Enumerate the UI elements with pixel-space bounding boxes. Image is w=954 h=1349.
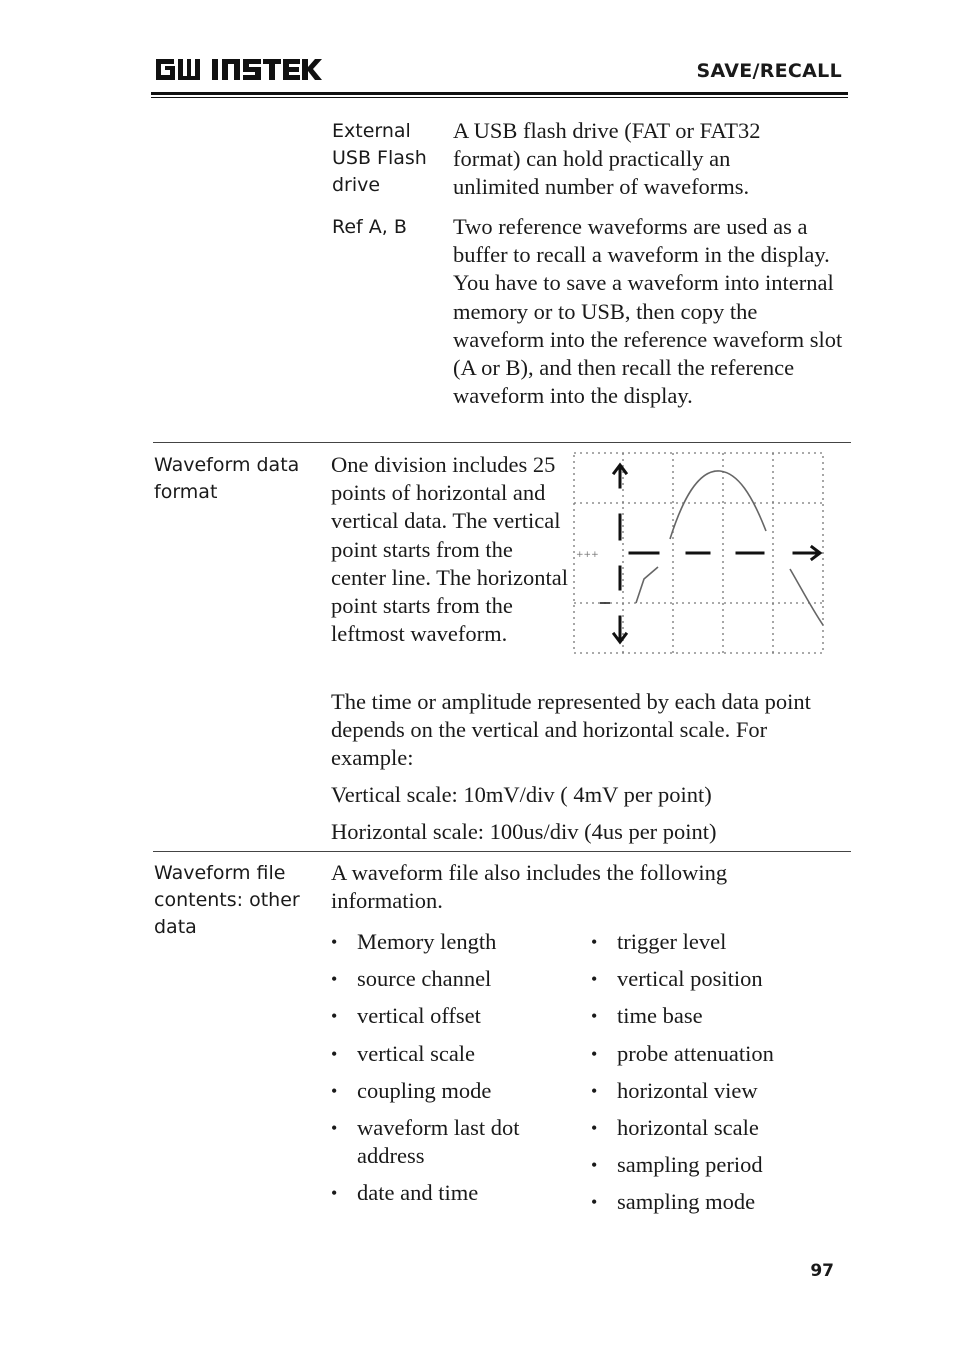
section-title: SAVE/RECALL — [696, 60, 842, 82]
list-item: • probe attenuation — [591, 1040, 841, 1068]
list-item: • waveform last dot address — [331, 1114, 566, 1170]
list-item: • trigger level — [591, 928, 841, 956]
list-item: • date and time — [331, 1179, 566, 1207]
info-list-right — [591, 928, 841, 1226]
row-divider — [153, 851, 851, 852]
info-list-left — [331, 928, 566, 1216]
gw-instek-logo — [154, 56, 324, 82]
format-description: One division includes 25 points of horizontal and vertical data. The vertical point starts from the center line. The horizontal point starts from the leftmost waveform. — [331, 452, 568, 647]
horizontal-scale-example: Horizontal scale: 100us/div (4us per point) — [331, 819, 717, 844]
list-item: • time base — [591, 1002, 841, 1030]
header-rule-thin — [151, 97, 848, 98]
list-item: • horizontal view — [591, 1077, 841, 1105]
ref-description: Two reference waveforms are used as a buffer to recall a waveform in the display. You have to save a waveform into internal memory or to USB, then copy the waveform into the reference waveform slot (A or B), and then recall the reference waveform into the display. — [453, 214, 843, 409]
page-number: 97 — [810, 1261, 834, 1281]
list-item: • Memory length — [331, 928, 566, 956]
list-item: • sampling mode — [591, 1188, 841, 1216]
scale-intro: The time or amplitude represented by each data point depends on the vertical and horizontal scale. For example: — [331, 689, 811, 771]
list-item: • source channel — [331, 965, 566, 993]
contents-intro: A waveform file also includes the following information. — [331, 860, 728, 914]
header-rule — [151, 92, 848, 95]
list-item: • vertical scale — [331, 1040, 566, 1068]
list-item: • vertical position — [591, 965, 841, 993]
row-divider — [153, 442, 851, 443]
list-item: • horizontal scale — [591, 1114, 841, 1142]
list-item: • sampling period — [591, 1151, 841, 1179]
format-label: Waveform data format — [154, 454, 300, 503]
ref-label: Ref A, B — [332, 216, 407, 238]
usb-description: A USB flash drive (FAT or FAT32 format) can hold practically an unlimited number of waveforms. — [453, 118, 761, 200]
list-item: • coupling mode — [331, 1077, 566, 1105]
waveform-grid-diagram — [572, 451, 826, 656]
svg-text:+++: +++ — [576, 550, 599, 560]
vertical-scale-example: Vertical scale: 10mV/div ( 4mV per point) — [331, 782, 712, 807]
list-item: • vertical offset — [331, 1002, 566, 1030]
contents-label: Waveform file contents: other data — [154, 862, 300, 938]
usb-label: External USB Flash drive — [332, 120, 427, 196]
